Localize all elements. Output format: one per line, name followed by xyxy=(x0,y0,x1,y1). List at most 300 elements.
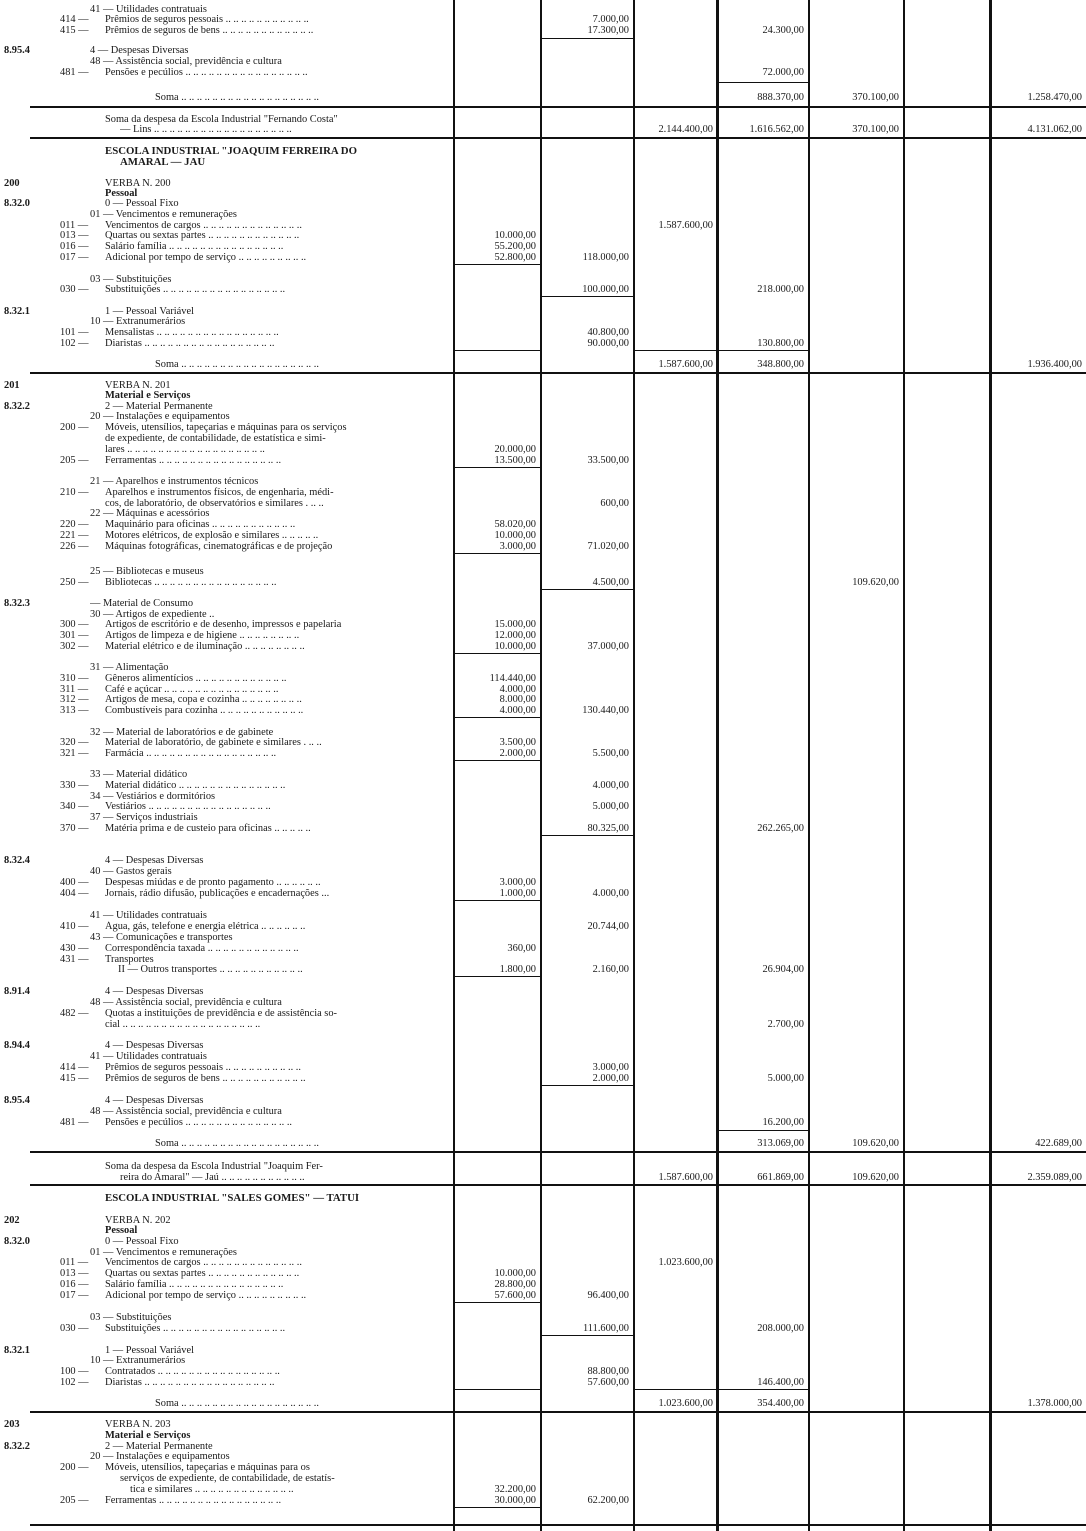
amount-c3: 20.000,00 xyxy=(494,444,536,455)
row-description: Ferramentas .. .. .. .. .. .. .. .. .. .. .. .. .. .. .. .. xyxy=(105,1495,282,1506)
row-description: 4 — Despesas Diversas xyxy=(105,986,204,997)
total-rule xyxy=(30,106,1086,108)
row-description: tica e similares .. .. .. .. .. .. .. .. .. .. .. .. .. xyxy=(130,1484,294,1495)
ledger-row xyxy=(0,1312,1086,1323)
amount-c6: 5.000,00 xyxy=(767,1073,804,1084)
row-classification-code: 8.94.4 xyxy=(4,1040,30,1051)
row-description: 31 — Alimentação xyxy=(90,662,169,673)
row-description: Gêneros alimentícios .. .. .. .. .. .. .. .. .. .. .. .. xyxy=(105,673,287,684)
amount-c4: 130.440,00 xyxy=(582,705,629,716)
amount-c3: 3.000,00 xyxy=(499,877,536,888)
amount-c4: 90.000,00 xyxy=(587,338,629,349)
amount-c3: 1.800,00 xyxy=(499,964,536,975)
subtotal-rule xyxy=(455,264,540,265)
row-description: Móveis, utensílios, tapeçarias e máquinas para os xyxy=(105,1462,310,1473)
amount-c6: 313.069,00 xyxy=(757,1138,804,1149)
amount-c4: 111.600,00 xyxy=(583,1323,629,1334)
row-item-code: 226 — xyxy=(60,541,89,552)
ledger-row xyxy=(0,1451,1086,1462)
ledger-row xyxy=(0,705,1086,716)
row-item-code: 415 — xyxy=(60,1073,89,1084)
amount-c4: 3.000,00 xyxy=(592,1062,629,1073)
amount-c6: 348.800,00 xyxy=(757,359,804,370)
row-description: Prêmios de seguros pessoais .. .. .. .. .. .. .. .. .. .. .. xyxy=(105,14,309,25)
amount-c3: 3.500,00 xyxy=(499,737,536,748)
row-description: Farmácia .. .. .. .. .. .. .. .. .. .. .. .. .. .. .. .. .. xyxy=(105,748,277,759)
row-description: Adicional por tempo de serviço .. .. .. .. .. .. .. .. .. xyxy=(105,1290,307,1301)
subtotal-rule xyxy=(542,296,633,297)
row-item-code: 221 — xyxy=(60,530,89,541)
ledger-row xyxy=(0,780,1086,791)
row-description: 33 — Material didático xyxy=(90,769,188,780)
ledger-row xyxy=(0,1225,1086,1236)
amount-c4: 80.325,00 xyxy=(587,823,629,834)
ledger-row xyxy=(0,866,1086,877)
row-description: Prêmios de seguros pessoais .. .. .. .. .. .. .. .. .. .. xyxy=(105,1062,301,1073)
ledger-row xyxy=(0,25,1086,36)
row-item-code: 100 — xyxy=(60,1366,89,1377)
amount-c4: 600,00 xyxy=(600,498,629,509)
ledger-row xyxy=(0,1323,1086,1334)
page-bottom-rule xyxy=(30,1524,1086,1526)
row-item-code: 205 — xyxy=(60,455,89,466)
amount-c3: 13.500,00 xyxy=(494,455,536,466)
ledger-row xyxy=(0,1366,1086,1377)
subtotal-rule xyxy=(455,467,540,468)
row-description: Pessoal xyxy=(105,188,138,199)
ledger-row xyxy=(0,1257,1086,1268)
ledger-row xyxy=(0,910,1086,921)
row-description: VERBA N. 203 xyxy=(105,1419,171,1430)
subtotal-rule xyxy=(455,717,540,718)
subtotal-rule xyxy=(542,835,633,836)
row-item-code: 011 — xyxy=(60,1257,89,1268)
amount-c4: 4.000,00 xyxy=(592,780,629,791)
ledger-row xyxy=(0,1062,1086,1073)
row-item-code: 030 — xyxy=(60,284,89,295)
row-item-code: 410 — xyxy=(60,921,89,932)
row-description: — Material de Consumo xyxy=(90,598,194,609)
row-description: — Lins .. .. .. .. .. .. .. .. .. .. .. .. .. .. .. .. .. .. xyxy=(120,124,292,135)
row-description: 1 — Pessoal Variável xyxy=(105,1345,194,1356)
row-description: Mensalistas .. .. .. .. .. .. .. .. .. .. .. .. .. .. .. .. xyxy=(105,327,279,338)
row-item-code: 102 — xyxy=(60,338,89,349)
amount-c3: 10.000,00 xyxy=(494,530,536,541)
subtotal-rule xyxy=(455,900,540,901)
amount-c4: 4.000,00 xyxy=(592,888,629,899)
row-description: Material elétrico e de iluminação .. .. .. .. .. .. .. .. xyxy=(105,641,305,652)
row-description: VERBA N. 201 xyxy=(105,380,171,391)
row-description: reira do Amaral" — Jaú .. .. .. .. .. .. .. .. .. .. .. xyxy=(120,1172,305,1183)
row-classification-code: 202 xyxy=(4,1215,20,1226)
ledger-row xyxy=(0,812,1086,823)
ledger-row xyxy=(0,487,1086,498)
amount-c4: 2.160,00 xyxy=(592,964,629,975)
row-description: Café e açúcar .. .. .. .. .. .. .. .. .. .. .. .. .. .. .. xyxy=(105,684,279,695)
row-description: Motores elétricos, de explosão e similares .. .. .. .. .. xyxy=(105,530,319,541)
ledger-row xyxy=(0,1355,1086,1366)
row-item-code: 313 — xyxy=(60,705,89,716)
amount-c4: 5.500,00 xyxy=(592,748,629,759)
row-item-code: 210 — xyxy=(60,487,89,498)
amount-c3: 30.000,00 xyxy=(494,1495,536,1506)
amount-c4: 4.500,00 xyxy=(592,577,629,588)
ledger-row xyxy=(0,855,1086,866)
amount-c5: 2.144.400,00 xyxy=(658,124,713,135)
row-item-code: 011 — xyxy=(60,220,89,231)
row-item-code: 200 — xyxy=(60,422,89,433)
ledger-row xyxy=(0,888,1086,899)
ledger-row xyxy=(0,1236,1086,1247)
amount-c3: 8.000,00 xyxy=(499,694,536,705)
ledger-row xyxy=(0,1172,1086,1183)
row-description: 43 — Comunicações e transportes xyxy=(90,932,233,943)
amount-c3: 2.000,00 xyxy=(499,748,536,759)
amount-c4: 118.000,00 xyxy=(582,252,629,263)
ledger-row xyxy=(0,230,1086,241)
subtotal-rule xyxy=(542,589,633,590)
amount-c5: 1.587.600,00 xyxy=(658,220,713,231)
row-description: Prêmios de seguros de bens .. .. .. .. .. .. .. .. .. .. .. xyxy=(105,1073,306,1084)
row-item-code: 481 — xyxy=(60,1117,89,1128)
ledger-row xyxy=(0,476,1086,487)
ledger-row xyxy=(0,823,1086,834)
amount-c8: 1.258.470,00 xyxy=(1027,92,1082,103)
row-description: 03 — Substituições xyxy=(90,1312,172,1323)
ledger-row xyxy=(0,1495,1086,1506)
row-description: Jornais, rádio difusão, publicações e encadernações ... xyxy=(105,888,330,899)
ledger-row xyxy=(0,1419,1086,1430)
ledger-row xyxy=(0,1008,1086,1019)
row-description: Quartas ou sextas partes .. .. .. .. .. .. .. .. .. .. .. .. xyxy=(105,1268,300,1279)
amount-c7: 109.620,00 xyxy=(852,1172,899,1183)
total-rule xyxy=(30,1151,1086,1153)
amount-c3: 55.200,00 xyxy=(494,241,536,252)
row-classification-code: 8.95.4 xyxy=(4,1095,30,1106)
row-description: 0 — Pessoal Fixo xyxy=(105,198,179,209)
amount-c4: 57.600,00 xyxy=(587,1377,629,1388)
amount-c6: 26.904,00 xyxy=(762,964,804,975)
amount-c8: 422.689,00 xyxy=(1035,1138,1082,1149)
amount-c6: 1.616.562,00 xyxy=(749,124,804,135)
row-item-code: 414 — xyxy=(60,14,89,25)
ledger-row xyxy=(0,67,1086,78)
ledger-row xyxy=(0,198,1086,209)
amount-c6: 130.800,00 xyxy=(757,338,804,349)
row-description: 48 — Assistência social, previdência e cultura xyxy=(90,56,282,67)
row-item-code: 400 — xyxy=(60,877,89,888)
ledger-row xyxy=(0,1073,1086,1084)
ledger-row xyxy=(0,519,1086,530)
row-description: Aparelhos e instrumentos físicos, de engenharia, médi- xyxy=(105,487,334,498)
amount-c4: 33.500,00 xyxy=(587,455,629,466)
row-description: Quartas ou sextas partes .. .. .. .. .. .. .. .. .. .. .. .. xyxy=(105,230,300,241)
row-description: 03 — Substituições xyxy=(90,274,172,285)
row-description: 1 — Pessoal Variável xyxy=(105,306,194,317)
row-description: Vencimentos de cargos .. .. .. .. .. .. .. .. .. .. .. .. .. xyxy=(105,220,302,231)
row-description: 4 — Despesas Diversas xyxy=(105,1095,204,1106)
row-description: Material de laboratório, de gabinete e similares . .. .. xyxy=(105,737,322,748)
row-classification-code: 203 xyxy=(4,1419,20,1430)
row-description: Correspondência taxada .. .. .. .. .. .. .. .. .. .. .. .. xyxy=(105,943,299,954)
row-description: Salário família .. .. .. .. .. .. .. .. .. .. .. .. .. .. .. xyxy=(105,1279,284,1290)
row-item-code: 205 — xyxy=(60,1495,89,1506)
amount-c5: 1.023.600,00 xyxy=(658,1257,713,1268)
amount-c6: 262.265,00 xyxy=(757,823,804,834)
row-item-code: 431 — xyxy=(60,954,89,965)
amount-c6: 72.000,00 xyxy=(762,67,804,78)
amount-c3: 32.200,00 xyxy=(494,1484,536,1495)
row-item-code: 404 — xyxy=(60,888,89,899)
row-description: cial .. .. .. .. .. .. .. .. .. .. .. .. .. .. .. .. .. .. xyxy=(105,1019,261,1030)
amount-c5: 1.587.600,00 xyxy=(658,1172,713,1183)
ledger-row xyxy=(0,964,1086,975)
ledger-row xyxy=(0,338,1086,349)
row-description: Quotas a instituições de previdência e de assistência so- xyxy=(105,1008,337,1019)
row-description: 32 — Material de laboratórios e de gabinete xyxy=(90,727,274,738)
ledger-row xyxy=(0,1398,1086,1409)
ledger-row xyxy=(0,1138,1086,1149)
row-description: cos, de laboratório, de observatórios e similares . .. .. xyxy=(105,498,324,509)
ledger-row xyxy=(0,14,1086,25)
subtotal-rule xyxy=(455,760,540,761)
ledger-row xyxy=(0,390,1086,401)
row-description: Combustíveis para cozinha .. .. .. .. .. .. .. .. .. .. .. xyxy=(105,705,304,716)
ledger-row xyxy=(0,619,1086,630)
ledger-row xyxy=(0,56,1086,67)
amount-c4: 17.300,00 xyxy=(587,25,629,36)
ledger-row xyxy=(0,411,1086,422)
ledger-row xyxy=(0,932,1086,943)
amount-c4: 20.744,00 xyxy=(587,921,629,932)
row-description: 4 — Despesas Diversas xyxy=(105,855,204,866)
amount-c5: 1.023.600,00 xyxy=(658,1398,713,1409)
row-item-code: 481 — xyxy=(60,67,89,78)
row-description: Adicional por tempo de serviço .. .. .. .. .. .. .. .. .. xyxy=(105,252,307,263)
row-item-code: 330 — xyxy=(60,780,89,791)
row-description: 48 — Assistência social, previdência e cultura xyxy=(90,997,282,1008)
total-rule xyxy=(30,1184,1086,1186)
row-description: 48 — Assistência social, previdência e cultura xyxy=(90,1106,282,1117)
row-description: 2 — Material Permanente xyxy=(105,401,213,412)
row-item-code: 312 — xyxy=(60,694,89,705)
amount-c7: 370.100,00 xyxy=(852,92,899,103)
row-item-code: 340 — xyxy=(60,801,89,812)
row-description: Maquinário para oficinas .. .. .. .. .. .. .. .. .. .. .. xyxy=(105,519,296,530)
subtotal-rule xyxy=(455,1302,540,1303)
ledger-row xyxy=(0,748,1086,759)
ledger-row xyxy=(0,252,1086,263)
total-rule xyxy=(30,372,1086,374)
row-description: II — Outros transportes .. .. .. .. .. .. .. .. .. .. .. xyxy=(118,964,303,975)
amount-c3: 3.000,00 xyxy=(499,541,536,552)
row-description: 4 — Despesas Diversas xyxy=(105,1040,204,1051)
row-description: Despesas miúdas e de pronto pagamento .. .. .. .. .. .. xyxy=(105,877,321,888)
row-item-code: 101 — xyxy=(60,327,89,338)
ledger-row xyxy=(0,997,1086,1008)
row-description: 2 — Material Permanente xyxy=(105,1441,213,1452)
row-description: 37 — Serviços industriais xyxy=(90,812,198,823)
row-item-code: 250 — xyxy=(60,577,89,588)
row-classification-code: 8.32.3 xyxy=(4,598,30,609)
row-description: Pensões e pecúlios .. .. .. .. .. .. .. .. .. .. .. .. .. .. xyxy=(105,1117,293,1128)
ledger-row xyxy=(0,146,1086,157)
row-item-code: 301 — xyxy=(60,630,89,641)
row-description: Pensões e pecúlios .. .. .. .. .. .. .. .. .. .. .. .. .. .. .. .. xyxy=(105,67,308,78)
row-description: Material e Serviços xyxy=(105,1430,191,1441)
row-description: Vestiários .. .. .. .. .. .. .. .. .. .. .. .. .. .. .. .. xyxy=(105,801,271,812)
row-classification-code: 8.32.1 xyxy=(4,306,30,317)
amount-c8: 2.359.089,00 xyxy=(1027,1172,1082,1183)
ledger-row xyxy=(0,433,1086,444)
row-item-code: 030 — xyxy=(60,1323,89,1334)
amount-c7: 370.100,00 xyxy=(852,124,899,135)
row-description: 01 — Vencimentos e remunerações xyxy=(90,209,237,220)
amount-c5: 1.587.600,00 xyxy=(658,359,713,370)
row-description: Prêmios de seguros de bens .. .. .. .. .. .. .. .. .. .. .. .. xyxy=(105,25,314,36)
row-description: 41 — Utilidades contratuais xyxy=(90,910,207,921)
row-item-code: 200 — xyxy=(60,1462,89,1473)
row-item-code: 310 — xyxy=(60,673,89,684)
row-description: Contratados .. .. .. .. .. .. .. .. .. .. .. .. .. .. .. .. xyxy=(105,1366,280,1377)
ledger-row xyxy=(0,124,1086,135)
row-item-code: 302 — xyxy=(60,641,89,652)
row-description: 21 — Aparelhos e instrumentos técnicos xyxy=(90,476,259,487)
ledger-row xyxy=(0,694,1086,705)
row-classification-code: 8.32.0 xyxy=(4,198,30,209)
amount-c6: 218.000,00 xyxy=(757,284,804,295)
ledger-row xyxy=(0,1040,1086,1051)
ledger-row xyxy=(0,455,1086,466)
amount-c6: 24.300,00 xyxy=(762,25,804,36)
row-description: Soma .. .. .. .. .. .. .. .. .. .. .. .. .. .. .. .. .. .. xyxy=(155,359,319,370)
amount-c3: 28.800,00 xyxy=(494,1279,536,1290)
amount-c3: 10.000,00 xyxy=(494,641,536,652)
ledger-row xyxy=(0,157,1086,168)
row-classification-code: 8.32.2 xyxy=(4,1441,30,1452)
ledger-row xyxy=(0,508,1086,519)
row-classification-code: 8.32.4 xyxy=(4,855,30,866)
ledger-row xyxy=(0,943,1086,954)
ledger-row xyxy=(0,530,1086,541)
ledger-row xyxy=(0,1161,1086,1172)
row-description: Pessoal xyxy=(105,1225,138,1236)
row-item-code: 300 — xyxy=(60,619,89,630)
subtotal-rule xyxy=(455,976,540,977)
amount-c3: 1.000,00 xyxy=(499,888,536,899)
row-description: lares .. .. .. .. .. .. .. .. .. .. .. .. .. .. .. .. .. .. xyxy=(105,444,265,455)
row-classification-code: 200 xyxy=(4,178,20,189)
row-description: 34 — Vestiários e dormitórios xyxy=(90,791,216,802)
row-description: Máquinas fotográficas, cinematográficas e de projeção xyxy=(105,541,333,552)
subtotal-rule xyxy=(542,1335,633,1336)
amount-c4: 2.000,00 xyxy=(592,1073,629,1084)
row-item-code: 430 — xyxy=(60,943,89,954)
subtotal-rule xyxy=(455,653,540,654)
ledger-row xyxy=(0,662,1086,673)
amount-c4: 7.000,00 xyxy=(592,14,629,25)
subtotal-rule xyxy=(635,350,808,351)
amount-c6: 888.370,00 xyxy=(757,92,804,103)
ledger-row xyxy=(0,598,1086,609)
subtotal-rule xyxy=(455,553,540,554)
row-item-code: 414 — xyxy=(60,1062,89,1073)
ledger-row xyxy=(0,1430,1086,1441)
row-classification-code: 8.32.0 xyxy=(4,1236,30,1247)
row-description: Móveis, utensílios, tapeçarias e máquinas para os serviços xyxy=(105,422,347,433)
row-description: 10 — Extranumerários xyxy=(90,316,186,327)
row-description: Substituições .. .. .. .. .. .. .. .. .. .. .. .. .. .. .. .. xyxy=(105,284,286,295)
subtotal-rule xyxy=(455,1389,540,1390)
subtotal-rule xyxy=(542,1085,633,1086)
amount-c4: 96.400,00 xyxy=(587,1290,629,1301)
row-classification-code: 8.91.4 xyxy=(4,986,30,997)
ledger-row xyxy=(0,1268,1086,1279)
row-description: ESCOLA INDUSTRIAL "JOAQUIM FERREIRA DO xyxy=(105,146,357,157)
row-description: serviços de expediente, de contabilidade, de estatís- xyxy=(120,1473,335,1484)
total-rule xyxy=(30,1411,1086,1413)
row-description: 10 — Extranumerários xyxy=(90,1355,186,1366)
row-description: de expediente, de contabilidade, de estatística e simi- xyxy=(105,433,326,444)
row-item-code: 482 — xyxy=(60,1008,89,1019)
amount-c6: 2.700,00 xyxy=(767,1019,804,1030)
row-classification-code: 201 xyxy=(4,380,20,391)
row-description: ESCOLA INDUSTRIAL "SALES GOMES" — TATUÍ xyxy=(105,1193,360,1204)
row-description: 20 — Instalações e equipamentos xyxy=(90,411,230,422)
ledger-row xyxy=(0,921,1086,932)
ledger-row xyxy=(0,1051,1086,1062)
amount-c6: 16.200,00 xyxy=(762,1117,804,1128)
amount-c3: 12.000,00 xyxy=(494,630,536,641)
amount-c4: 5.000,00 xyxy=(592,801,629,812)
row-description: Transportes xyxy=(105,954,154,965)
row-description: 20 — Instalações e equipamentos xyxy=(90,1451,230,1462)
row-description: Substituições .. .. .. .. .. .. .. .. .. .. .. .. .. .. .. .. xyxy=(105,1323,286,1334)
ledger-row xyxy=(0,541,1086,552)
subtotal-rule xyxy=(455,350,540,351)
row-description: Soma .. .. .. .. .. .. .. .. .. .. .. .. .. .. .. .. .. .. xyxy=(155,1398,319,1409)
row-description: 30 — Artigos de expediente .. xyxy=(90,609,215,620)
ledger-row xyxy=(0,641,1086,652)
ledger-row xyxy=(0,877,1086,888)
total-rule xyxy=(30,137,1086,139)
ledger-row xyxy=(0,630,1086,641)
amount-c3: 52.800,00 xyxy=(494,252,536,263)
row-description: 22 — Máquinas e acessórios xyxy=(90,508,210,519)
amount-c3: 114.440,00 xyxy=(489,673,536,684)
amount-c3: 15.000,00 xyxy=(494,619,536,630)
row-description: 4 — Despesas Diversas xyxy=(90,45,189,56)
ledger-row xyxy=(0,284,1086,295)
row-description: Ferramentas .. .. .. .. .. .. .. .. .. .. .. .. .. .. .. .. xyxy=(105,455,282,466)
row-description: 01 — Vencimentos e remunerações xyxy=(90,1247,237,1258)
amount-c6: 208.000,00 xyxy=(757,1323,804,1334)
row-description: 25 — Bibliotecas e museus xyxy=(90,566,204,577)
ledger-row xyxy=(0,327,1086,338)
row-item-code: 220 — xyxy=(60,519,89,530)
amount-c3: 360,00 xyxy=(507,943,536,954)
amount-c7: 109.620,00 xyxy=(852,1138,899,1149)
ledger-row xyxy=(0,359,1086,370)
amount-c3: 4.000,00 xyxy=(499,705,536,716)
ledger-row xyxy=(0,1484,1086,1495)
ledger-row xyxy=(0,737,1086,748)
ledger-row xyxy=(0,1193,1086,1204)
ledger-row xyxy=(0,209,1086,220)
amount-c6: 146.400,00 xyxy=(757,1377,804,1388)
row-item-code: 013 — xyxy=(60,230,89,241)
row-description: Salário família .. .. .. .. .. .. .. .. .. .. .. .. .. .. .. xyxy=(105,241,284,252)
